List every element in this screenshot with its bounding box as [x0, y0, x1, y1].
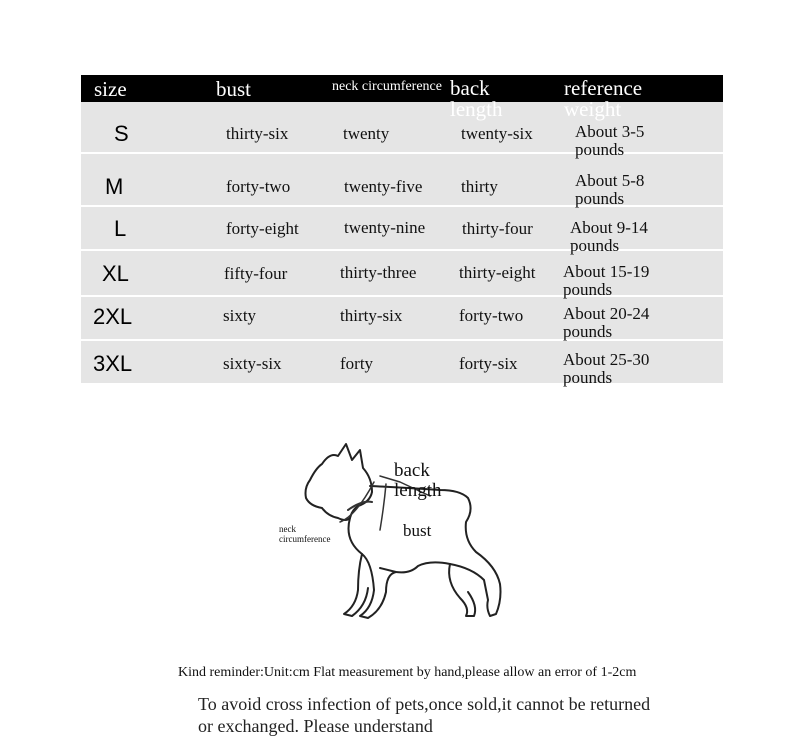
table-header-row [81, 75, 723, 121]
bust-cell: sixty-six [223, 354, 282, 373]
bust-cell: fifty-four [224, 264, 288, 283]
size-chart-table [81, 75, 723, 387]
size-cell: 3XL [93, 351, 133, 376]
size-cell: S [114, 121, 129, 146]
size-cell: XL [102, 261, 129, 286]
bust-cell: sixty [223, 306, 257, 325]
return-policy-text: To avoid cross infection of pets,once sold,it cannot be returned or exchanged. Please understand [198, 694, 651, 736]
header-weight: reference weight [564, 76, 643, 121]
header-back: back length [450, 76, 503, 121]
header-bust: bust [216, 77, 252, 101]
weight-cell: About 20-24 pounds [563, 304, 650, 341]
size-cell: M [105, 174, 124, 199]
weight-cell: About 5-8 pounds [575, 171, 645, 208]
diagram-bust-label: bust [403, 521, 432, 540]
weight-cell: About 9-14 pounds [570, 218, 648, 255]
neck-cell: twenty [343, 124, 390, 143]
header-neck: neck circumference [332, 79, 442, 94]
back-cell: thirty-eight [459, 263, 536, 282]
neck-cell: forty [340, 354, 374, 373]
back-cell: thirty-four [462, 219, 533, 238]
back-cell: forty-six [459, 354, 518, 373]
weight-cell: About 15-19 pounds [563, 262, 650, 299]
back-cell: twenty-six [461, 124, 533, 143]
bust-cell: thirty-six [226, 124, 289, 143]
neck-cell: thirty-three [340, 263, 417, 282]
back-cell: forty-two [459, 306, 524, 325]
diagram-back-length-label: back length [394, 460, 442, 501]
neck-cell: thirty-six [340, 306, 403, 325]
diagram-neck-label: neck circumference [279, 524, 331, 544]
back-cell: thirty [461, 177, 498, 196]
header-size: size [94, 77, 127, 101]
bust-cell: forty-two [226, 177, 291, 196]
size-cell: 2XL [93, 304, 133, 329]
weight-cell: About 25-30 pounds [563, 350, 650, 387]
neck-cell: twenty-five [344, 177, 423, 196]
bust-cell: forty-eight [226, 219, 299, 238]
kind-reminder-text: Kind reminder:Unit:cm Flat measurement by hand,please allow an error of 1-2cm [178, 665, 637, 680]
size-cell: L [114, 216, 127, 241]
neck-cell: twenty-nine [344, 218, 426, 237]
weight-cell: About 3-5 pounds [575, 122, 645, 159]
